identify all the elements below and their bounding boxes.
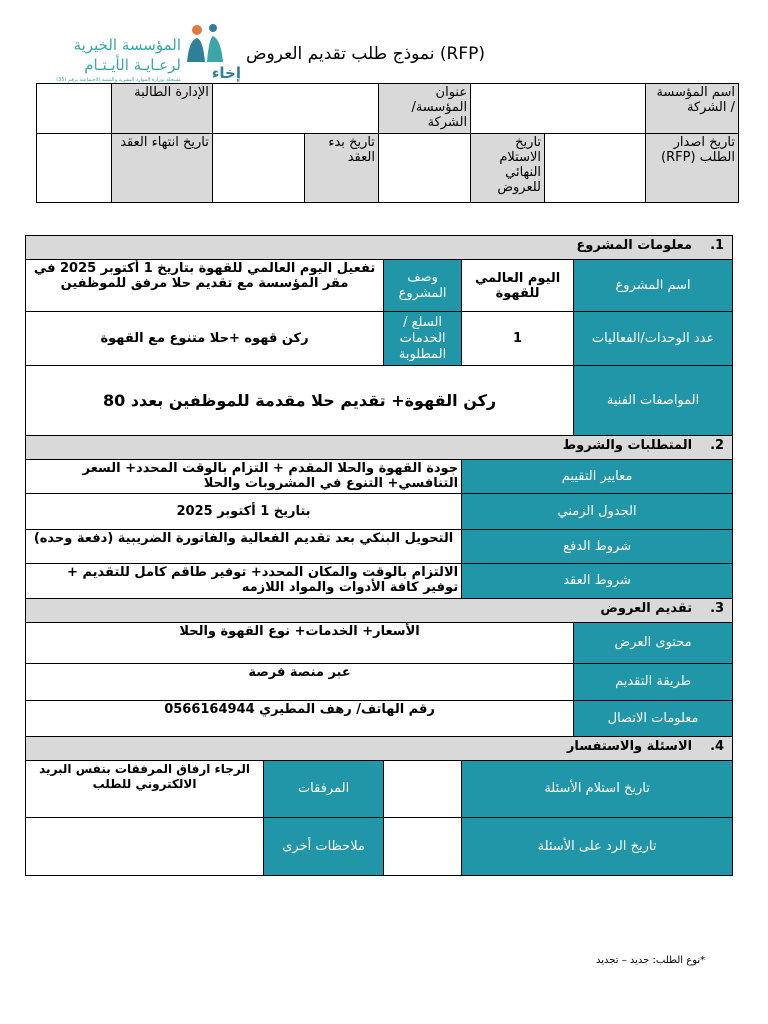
department-label: الإدارة الطالبة [112, 84, 213, 134]
organization-logo [40, 22, 245, 88]
section-title: المتطلبات والشروط [562, 438, 693, 453]
address-field[interactable] [212, 84, 378, 134]
goods-label: السلع /الخدمات المطلوبة [384, 312, 462, 366]
section-title: الاسئلة والاستفسار [566, 739, 693, 754]
section-title: معلومات المشروع [576, 238, 693, 253]
other-notes-field[interactable] [26, 818, 264, 876]
other-notes-label: ملاحظات أخرى [264, 818, 384, 876]
department-field[interactable] [37, 84, 112, 134]
section-offers: 3.تقديم العروض [26, 599, 733, 623]
schedule-value[interactable]: بتاريخ 1 أكتوبر 2025 [26, 494, 462, 530]
questions-reply-label: تاريخ الرد على الأسئلة [462, 818, 733, 876]
project-name-label: اسم المشروع [574, 260, 733, 312]
project-name-value[interactable]: اليوم العالمي للقهوة [462, 260, 574, 312]
evaluation-label: معايير التقييم [462, 460, 733, 494]
contract-start-label: تاريخ بدء العقد [305, 134, 379, 203]
contract-terms-label: شروط العقد [462, 564, 733, 599]
specs-value[interactable]: ركن القهوة+ تقديم حلا مقدمة للموظفين بعدد 80 [26, 366, 574, 436]
contact-info-label: معلومات الاتصال [574, 701, 733, 737]
evaluation-value[interactable]: جودة القهوة والحلا المقدم + التزام بالوقت المحدد+ السعر التنافسي+ التنوع في المشروبات والحلا [26, 460, 462, 494]
org-brand: إخاء [211, 64, 241, 82]
units-value[interactable]: 1 [462, 312, 574, 366]
contract-terms-value[interactable]: الالتزام بالوقت والمكان المحدد+ توفير طاقم كامل للتقديم + توفير كافة الأدوات والمواد اللازمه [26, 564, 462, 599]
org-name-line1: المؤسسة الخيرية [73, 36, 181, 54]
request-type-footnote: *نوع الطلب: جديد – تجديد [596, 955, 706, 966]
questions-receipt-field[interactable] [384, 761, 462, 818]
form-title: نموذج طلب تقديم العروض (RFP) [246, 44, 486, 64]
submission-method-value[interactable]: عبر منصة فرصة [26, 664, 574, 701]
org-registration: مسجلة بوزارة الموارد البشرية والتنمية الاجتماعية برقم (35) [56, 77, 181, 83]
org-name-label: اسم المؤسسة / الشركة [645, 84, 738, 134]
section-requirements: 2.المتطلبات والشروط [26, 436, 733, 460]
offer-content-value[interactable]: الأسعار+ الخدمات+ نوع القهوة والحلا [26, 623, 574, 664]
organization-info-table [36, 83, 739, 203]
questions-receipt-label: تاريخ استلام الأسئلة [462, 761, 733, 818]
questions-reply-field[interactable] [384, 818, 462, 876]
contract-end-label: تاريخ انتهاء العقد [112, 134, 213, 203]
project-desc-value[interactable]: تفعيل اليوم العالمي للقهوة بتاريخ 1 أكتوبر 2025 في مقر المؤسسة مع تقديم حلا مرفق للموظفين [26, 260, 384, 312]
rfp-details-table [25, 235, 733, 876]
submission-method-label: طريقة التقديم [574, 664, 733, 701]
org-name-line2: لرعـايـة الأيـتـام [84, 56, 181, 74]
issue-date-label: تاريخ اصدار الطلب (RFP) [645, 134, 738, 203]
payment-value[interactable]: التحويل البنكي بعد تقديم الفعالية والفاتورة الضريبية (دفعة وحده) [26, 530, 462, 564]
final-receipt-label: تاريخ الاستلام النهائي للعروض [471, 134, 545, 203]
final-receipt-field[interactable] [378, 134, 470, 203]
section-title: تقديم العروض [600, 601, 693, 616]
contact-info-value[interactable]: رقم الهاتف/ رهف المطيري 0566164944 [26, 701, 574, 737]
contract-end-field[interactable] [37, 134, 112, 203]
units-label: عدد الوحدات/الفعاليات [574, 312, 733, 366]
project-desc-label: وصف المشروع [384, 260, 462, 312]
section-questions: 4.الاسئلة والاستفسار [26, 737, 733, 761]
org-name-field[interactable] [471, 84, 646, 134]
contract-start-field[interactable] [212, 134, 304, 203]
address-label: عنوان المؤسسة/ الشركة [378, 84, 470, 134]
issue-date-field[interactable] [545, 134, 646, 203]
specs-label: المواصفات الفنية [574, 366, 733, 436]
goods-value[interactable]: ركن قهوه +حلا متنوع مع القهوة [26, 312, 384, 366]
payment-label: شروط الدفع [462, 530, 733, 564]
offer-content-label: محتوى العرض [574, 623, 733, 664]
section-project-info: 1.معلومات المشروع [26, 236, 733, 260]
schedule-label: الجدول الزمني [462, 494, 733, 530]
attachments-label: المرفقات [264, 761, 384, 818]
attachments-value[interactable]: الرجاء ارفاق المرفقات بنفس البريد الالكتروني للطلب [26, 761, 264, 818]
